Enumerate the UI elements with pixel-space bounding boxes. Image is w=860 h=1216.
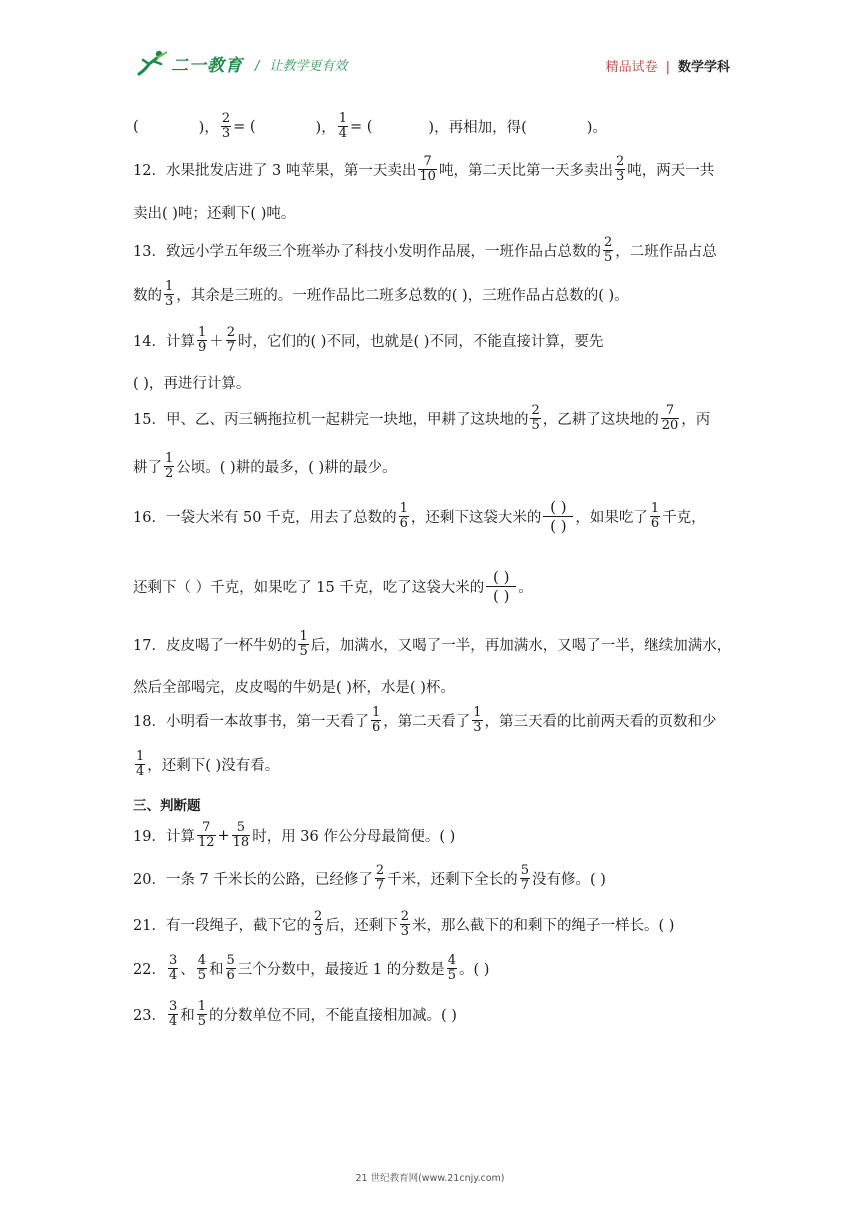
denominator: 5 (447, 968, 457, 983)
fraction (197, 821, 216, 850)
fraction (197, 954, 207, 983)
numerator: 7 (665, 403, 675, 418)
q20-text-b: 千米，还剩下全长的 (387, 872, 518, 888)
q13-text-d: ，其余是三班的。一班作品比二班多总数的( )，三班作品占总数的( )。 (176, 288, 629, 304)
question-20 (133, 864, 606, 893)
question-21 (133, 910, 674, 939)
fraction (603, 236, 613, 265)
fraction (472, 706, 482, 735)
q17-text-a: 17．皮皮喝了一杯牛奶的 (133, 638, 297, 654)
q22-text-b: 、 (180, 962, 195, 978)
numerator: 2 (400, 909, 410, 924)
denominator: 3 (615, 169, 625, 184)
q23-text-b: 和 (180, 1008, 195, 1024)
fraction (418, 155, 437, 184)
denominator: 20 (661, 418, 679, 433)
plus-sign: + (217, 827, 230, 844)
denominator: 7 (375, 878, 385, 893)
q15-text-b: ，乙耕了这块地的 (542, 412, 659, 428)
q18-text-a: 18．小明看一本故事书，第一天看了 (133, 714, 369, 730)
fraction (371, 706, 381, 735)
q11-text-g: )，再相加，得( (428, 120, 527, 136)
runner-logo-icon (135, 48, 169, 78)
fraction (661, 404, 680, 433)
question-16-line2 (133, 568, 533, 605)
logo-text: 二一教育 (171, 55, 243, 76)
question-13-line2 (133, 280, 629, 309)
question-18 (133, 706, 717, 735)
numerator: 1 (197, 999, 207, 1014)
numerator: 1 (197, 325, 207, 340)
question-19 (133, 821, 455, 850)
q16-text-e: 还剩下（ ）千克，如果吃了 15 千克，吃了这袋大米的 (133, 580, 485, 596)
denominator: 6 (226, 968, 235, 983)
q16-text-f: 。 (518, 580, 533, 596)
q20-text-a: 20．一条 7 千米长的公路，已经修了 (133, 872, 373, 888)
fraction (313, 910, 323, 939)
question-17 (133, 630, 731, 659)
denominator: 6 (650, 516, 660, 531)
denominator: 4 (168, 968, 178, 983)
numerator: 1 (650, 501, 660, 516)
q15-text-c: ，丙 (681, 412, 711, 428)
fraction (615, 155, 625, 184)
numerator: 2 (603, 235, 613, 250)
q14-text-b: 时，它们的( )不同，也就是( )不同，不能直接计算，要先 (238, 334, 604, 350)
slogan: / 让教学更有效 (255, 59, 348, 74)
denominator: 3 (313, 924, 323, 939)
q11-text-b: )， (198, 120, 219, 136)
denominator: 6 (399, 516, 408, 531)
q21-text-a: 21．有一段绳子，截下它的 (133, 918, 311, 934)
fraction (221, 112, 231, 141)
q14-text-a: 14．计算 (133, 334, 195, 350)
fraction (197, 326, 207, 355)
q21-text-c: 米，那么截下的和剩下的绳子一样长。( ) (412, 918, 675, 934)
question-11-line (133, 112, 607, 141)
numerator: 3 (168, 953, 178, 968)
fraction (375, 864, 385, 893)
numerator: 1 (299, 629, 308, 644)
numerator: 4 (447, 953, 457, 968)
question-22 (133, 954, 489, 983)
plus-sign: ＋ (209, 334, 224, 350)
denominator: 12 (197, 835, 215, 850)
brand-logo (135, 48, 243, 78)
denominator: 5 (197, 968, 207, 983)
fraction (232, 821, 251, 850)
question-12-line2: 卖出( )吨；还剩下( )吨。 (133, 206, 296, 222)
fraction (226, 326, 236, 355)
q21-text-b: 后，还剩下 (325, 918, 398, 934)
denominator: 10 (419, 169, 436, 184)
q12-text-b: 吨，第二天比第一天多卖出 (438, 163, 613, 179)
header-separator: | (665, 60, 670, 75)
page-header (135, 48, 730, 84)
q13-text-a: 13．致远小学五年级三个班举办了科技小发明作品展，一班作品占总数的 (133, 244, 601, 260)
numerator: ( ) (493, 568, 510, 586)
numerator: 4 (197, 953, 207, 968)
q18-text-d: ，还剩下( )没有看。 (147, 758, 280, 774)
numerator: 1 (473, 705, 482, 720)
numerator: 2 (375, 863, 385, 878)
denominator: 5 (197, 1014, 207, 1029)
numerator: 1 (399, 501, 408, 516)
q22-text-d: 三个分数中，最接近 1 的分数是 (237, 962, 445, 978)
q16-text-a: 16．一袋大米有 50 千克，用去了总数的 (133, 510, 397, 526)
q12-text-a: 12．水果批发店进了 3 吨苹果，第一天卖出 (133, 163, 417, 179)
numerator: ( ) (550, 498, 567, 516)
fraction (164, 452, 174, 481)
q13-text-b: ，二班作品占总 (615, 244, 717, 260)
q11-text-c: = ( (233, 118, 256, 135)
slogan-text: 让教学更有效 (269, 59, 348, 74)
q17-text-b: 后，加满水，又喝了一半，再加满水，又喝了一半，继续加满水， (310, 638, 732, 654)
q16-text-d: 千克， (662, 510, 706, 526)
question-14-line2: ( )，再进行计算。 (133, 376, 251, 392)
header-subject (606, 56, 730, 75)
question-15-line2 (133, 452, 397, 481)
numerator: 2 (226, 325, 236, 340)
fraction (400, 910, 410, 939)
numerator: 2 (221, 111, 231, 126)
denominator: 7 (226, 340, 236, 355)
fraction (197, 1000, 207, 1029)
q18-text-b: ，第二天看了 (383, 714, 471, 730)
numerator: 5 (226, 953, 235, 968)
fraction (226, 954, 236, 983)
question-17-line2: 然后全部喝完，皮皮喝的牛奶是( )杯，水是( )杯。 (133, 680, 455, 696)
q16-text-b: ，还剩下这袋大米的 (410, 510, 542, 526)
question-16 (133, 498, 706, 535)
q11-text-d: )， (315, 120, 336, 136)
question-18-line2 (133, 750, 279, 779)
numerator: 7 (202, 820, 211, 835)
denominator: 18 (232, 835, 250, 850)
q23-text-c: 的分数单位不同，不能直接相加减。( ) (209, 1008, 457, 1024)
numerator: 2 (615, 154, 625, 169)
fraction (520, 864, 530, 893)
q20-text-c: 没有修。( ) (531, 872, 606, 888)
numerator: 1 (338, 111, 347, 126)
question-15 (133, 404, 710, 433)
fraction-blank (486, 568, 516, 605)
denominator: 4 (338, 126, 347, 141)
fraction (338, 112, 348, 141)
numerator: 2 (531, 403, 540, 418)
q19-text-b: 时，用 36 作公分母最简便。( ) (252, 829, 456, 845)
q13-text-c: 数的 (133, 288, 162, 304)
q11-text-h: )。 (586, 120, 607, 136)
header-label-subject: 数学学科 (677, 60, 730, 75)
fraction (135, 750, 145, 779)
fraction (168, 954, 178, 983)
q22-text-c: 和 (209, 962, 224, 978)
denominator: 5 (603, 250, 613, 265)
q22-text-a: 22． (133, 962, 166, 978)
q19-text-a: 19．计算 (133, 829, 195, 845)
numerator: 3 (168, 999, 178, 1014)
q15-text-a: 15．甲、乙、丙三辆拖拉机一起耕完一块地，甲耕了这块地的 (133, 412, 529, 428)
question-23 (133, 1000, 457, 1029)
question-14 (133, 326, 603, 355)
numerator: 2 (313, 909, 323, 924)
q11-text-a: ( (133, 118, 139, 135)
numerator: 1 (371, 705, 381, 720)
denominator: 3 (473, 720, 482, 735)
denominator: 5 (531, 418, 540, 433)
numerator: 1 (165, 279, 174, 294)
q15-text-e: 公顷。( )耕的最多，( )耕的最少。 (176, 460, 397, 476)
denominator: 2 (165, 466, 174, 481)
denominator: 3 (221, 126, 231, 141)
q18-text-c: ，第三天看的比前两天看的页数和少 (484, 714, 717, 730)
q22-text-e: 。( ) (459, 962, 490, 978)
denominator: ( ) (486, 586, 516, 605)
numerator: 1 (136, 749, 145, 764)
question-13 (133, 236, 717, 265)
header-label-quality: 精品试卷 (605, 60, 658, 75)
q12-text-c: 吨，两天一共 (627, 163, 715, 179)
fraction (447, 954, 457, 983)
fraction (164, 280, 174, 309)
denominator: 6 (371, 720, 381, 735)
fraction (298, 630, 308, 659)
q23-text-a: 23． (133, 1008, 166, 1024)
denominator: 3 (165, 294, 174, 309)
denominator: 3 (400, 924, 410, 939)
fraction (168, 1000, 178, 1029)
question-12 (133, 155, 714, 184)
denominator: 5 (299, 644, 308, 659)
q16-text-c: ，如果吃了 (575, 510, 648, 526)
denominator: 9 (197, 340, 207, 355)
q15-text-d: 耕了 (133, 460, 162, 476)
section-heading-judgement: 三、判断题 (133, 798, 201, 814)
q11-text-e: = ( (350, 118, 373, 135)
fraction (399, 502, 409, 531)
denominator: 4 (136, 764, 145, 779)
numerator: 1 (165, 451, 174, 466)
fraction (650, 502, 660, 531)
numerator: 5 (520, 863, 529, 878)
numerator: 7 (423, 154, 432, 169)
denominator: 7 (520, 878, 529, 893)
denominator: ( ) (543, 516, 573, 535)
fraction-blank (543, 498, 573, 535)
fraction (530, 404, 540, 433)
page-footer: 21 世纪教育网(www.21cnjy.com) (355, 1173, 505, 1184)
denominator: 4 (168, 1014, 178, 1029)
numerator: 5 (236, 820, 246, 835)
